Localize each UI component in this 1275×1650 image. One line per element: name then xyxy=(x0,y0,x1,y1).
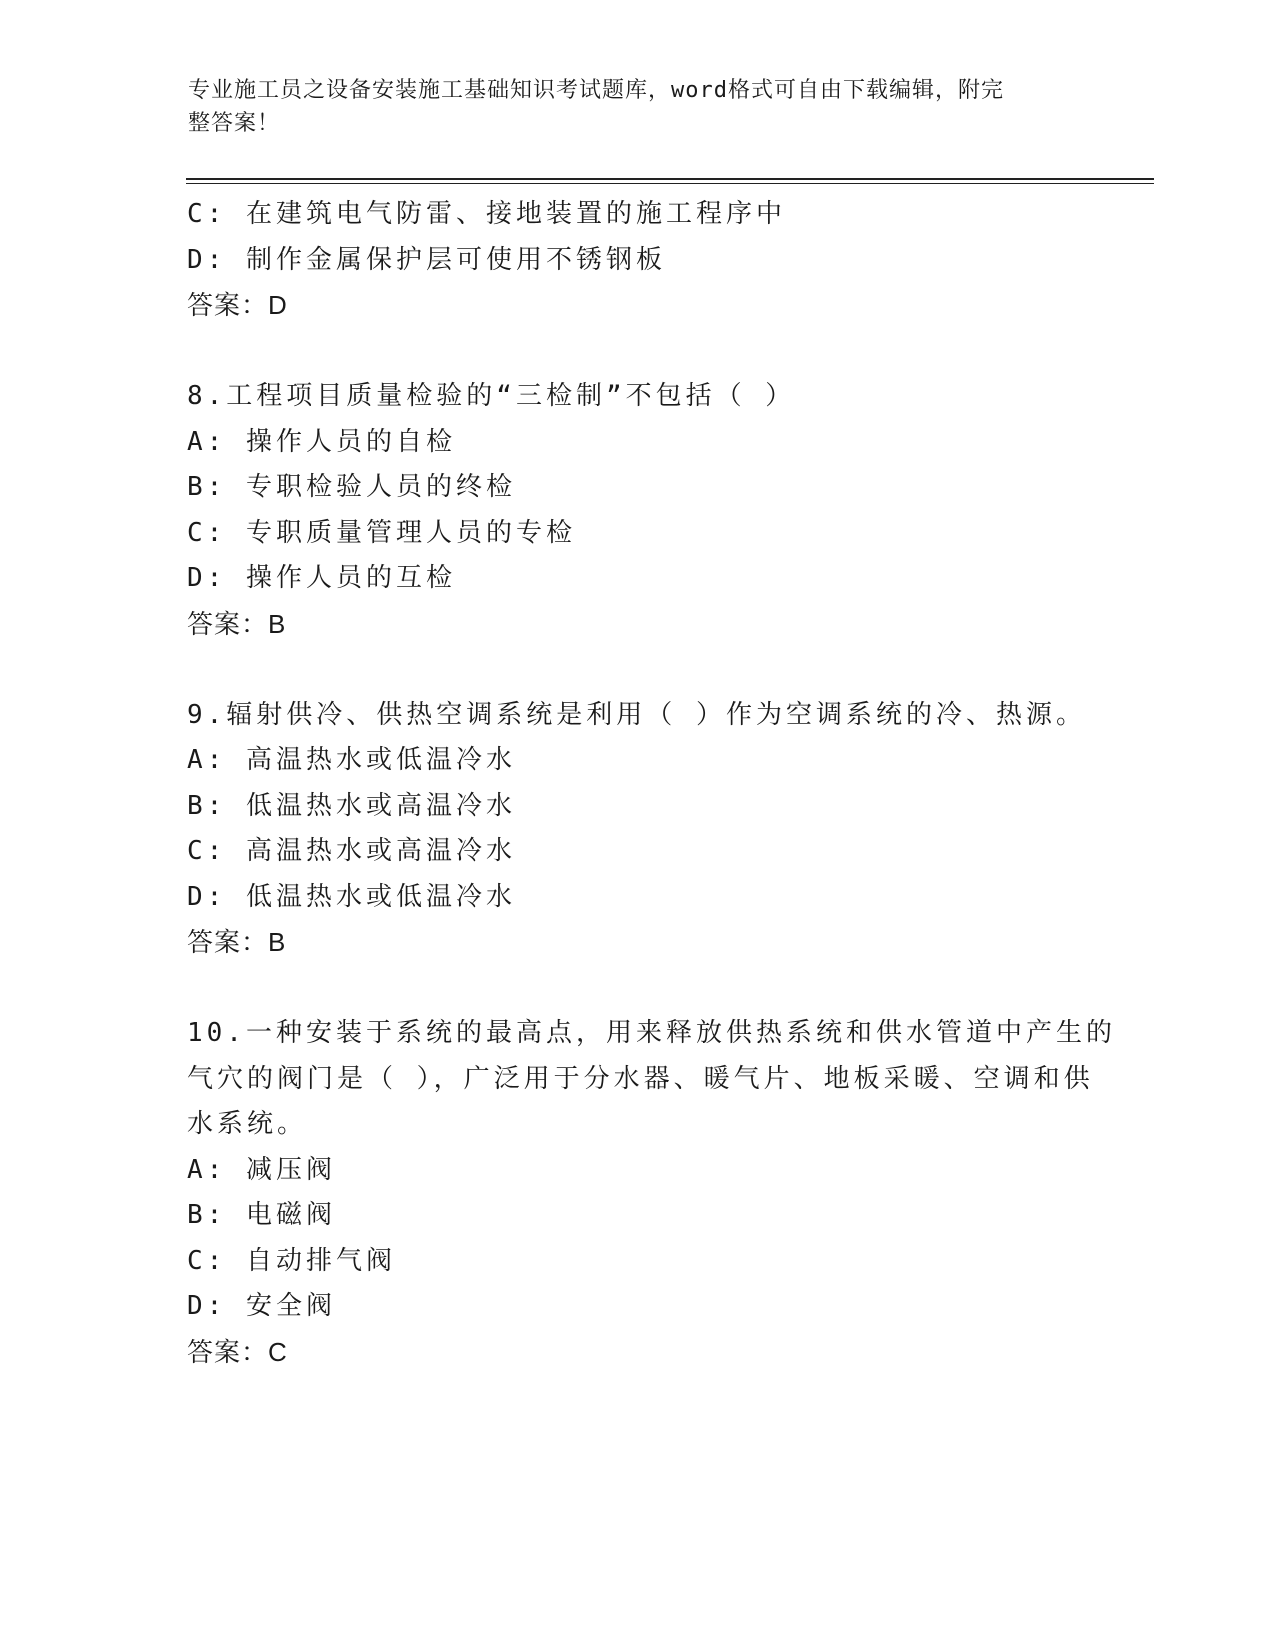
option-d: D: 安全阀 xyxy=(187,1291,336,1321)
answer: 答案：B xyxy=(187,927,287,957)
spacer xyxy=(187,647,1087,693)
spacer xyxy=(187,329,1087,375)
header-line-2: 整答案！ xyxy=(188,111,281,136)
document-header xyxy=(188,74,1078,140)
question-prev xyxy=(187,192,1087,329)
option-d: D: 低温热水或低温冷水 xyxy=(187,881,516,912)
question-stem-line-1: 10.一种安装于系统的最高点，用来释放供热系统和供水管道中产生的 xyxy=(187,1018,1116,1048)
option-d: D: 制作金属保护层可使用不锈钢板 xyxy=(187,244,666,275)
header-line-1: 专业施工员之设备安装施工基础知识考试题库，word格式可自由下载编辑，附完 xyxy=(188,78,1004,103)
answer: 答案：B xyxy=(187,608,287,639)
answer: 答案：C xyxy=(187,1336,288,1367)
question-stem-line-3: 水系统。 xyxy=(187,1109,308,1139)
question-list xyxy=(187,192,1116,1375)
question-9 xyxy=(187,693,1087,966)
option-d: D: 操作人员的互检 xyxy=(187,563,456,593)
question-10 xyxy=(187,1011,1116,1375)
option-b: B: 电磁阀 xyxy=(187,1200,336,1230)
option-c: C: 专职质量管理人员的专检 xyxy=(187,517,576,548)
option-c: C: 在建筑电气防雷、接地装置的施工程序中 xyxy=(187,199,786,229)
option-a: A: 高温热水或低温冷水 xyxy=(187,745,516,775)
header-divider xyxy=(186,178,1154,184)
question-8 xyxy=(187,374,1087,647)
answer: 答案：D xyxy=(187,290,288,320)
question-stem: 8.工程项目质量检验的“三检制”不包括（ ） xyxy=(187,381,796,411)
option-a: A: 操作人员的自检 xyxy=(187,426,456,457)
option-c: C: 高温热水或高温冷水 xyxy=(187,836,516,866)
spacer xyxy=(187,966,1087,1012)
option-b: B: 专职检验人员的终检 xyxy=(187,472,516,502)
question-stem: 9.辐射供冷、供热空调系统是利用（ ）作为空调系统的冷、热源。 xyxy=(187,699,1086,730)
question-stem-line-2: 气穴的阀门是（ ），广泛用于分水器、暖气片、地板采暖、空调和供 xyxy=(187,1063,1094,1094)
option-c: C: 自动排气阀 xyxy=(187,1245,396,1276)
option-a: A: 减压阀 xyxy=(187,1154,336,1185)
option-b: B: 低温热水或高温冷水 xyxy=(187,790,516,821)
